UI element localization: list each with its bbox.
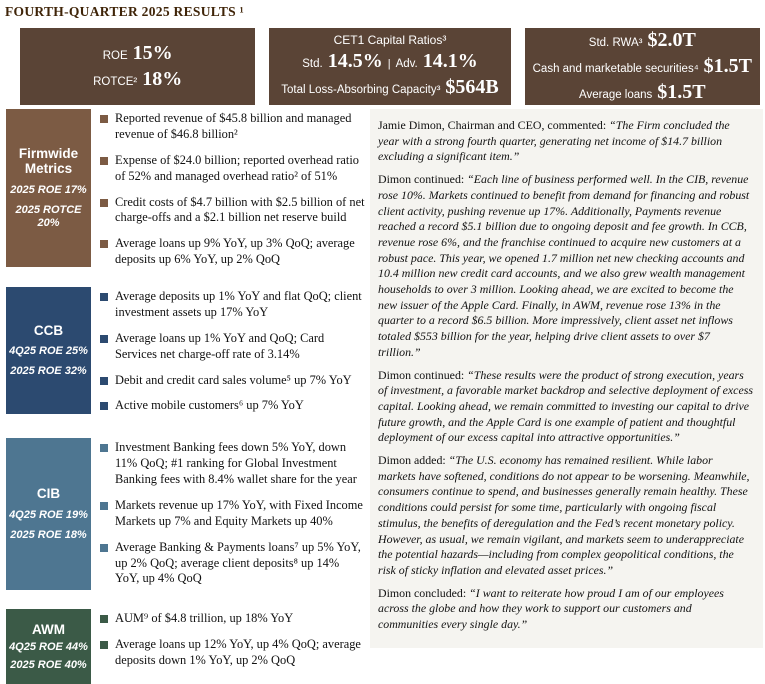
section-ccb <box>0 287 370 424</box>
section-sub-2025-roe: 2025 ROE 18% <box>10 529 87 541</box>
summary-boxes-row <box>20 28 760 105</box>
quote-lead: Dimon added: <box>378 453 449 468</box>
ceo-commentary-panel <box>370 109 763 648</box>
avg-loans-line <box>579 81 706 104</box>
bullet-item <box>100 195 366 227</box>
bullet-square-icon <box>100 293 108 301</box>
section-sub-2025-roe: 2025 ROE 40% <box>10 658 87 671</box>
ceo-quote-paragraph <box>378 586 753 633</box>
quote-lead: Jamie Dimon, Chairman and CEO, commented: <box>378 118 610 132</box>
balance-sheet-box <box>525 28 760 105</box>
quote-lead: Dimon concluded: <box>378 585 470 600</box>
section-label-cib <box>6 438 91 590</box>
segment-results-column <box>0 109 370 684</box>
section-label-firmwide <box>6 109 91 267</box>
cet1-title: CET1 Capital Ratios³ <box>333 33 447 47</box>
bullet-square-icon <box>100 240 108 248</box>
bullet-text: AUM⁹ of $4.8 trillion, up 18% YoY <box>115 611 294 626</box>
rwa-value: $2.0T <box>647 29 696 51</box>
bullet-square-icon <box>100 402 108 410</box>
bullet-text: Investment Banking fees down 5% YoY, down 11% QoQ; #1 ranking for Global Investment Banking fees with 8.4% wallet share for the year <box>115 440 357 486</box>
quote-text: “The U.S. economy has remained resilient. While labor markets have softened, conditions do not appear to be worsening. Meanwhile, consumers continue to spend, and businesses generally remain healthy. These conditions could persist for some time, particularly with ongoing fiscal stimulus, the benefits of deregulation and the Fed’s recent monetary policy. However, as usual, we remain vigilant, and markets seem to underappreciate the potential hazards—including from complex geopolitical conditions, the risk of sticky inflation and elevated asset prices.” <box>378 453 750 577</box>
section-cib <box>0 438 370 597</box>
section-title: CIB <box>36 486 61 502</box>
quote-lead: Dimon continued: <box>378 172 468 187</box>
section-title: CCB <box>33 322 64 338</box>
bullet-item <box>100 637 366 669</box>
cib-bullet-list <box>91 438 370 597</box>
quote-text: “The Firm concluded the year with a strong fourth quarter, generating net income of $14.7 billion excluding a significant item.” <box>378 118 730 164</box>
bullet-text: Average deposits up 1% YoY and flat QoQ; client investment assets up 17% YoY <box>115 289 362 319</box>
bullet-item <box>100 153 366 185</box>
quote-text: “I want to reiterate how proud I am of our employees across the globe and how they work to support our customers and communities every single day.” <box>378 585 724 632</box>
bullet-square-icon <box>100 377 108 385</box>
bullet-square-icon <box>100 444 108 452</box>
bullet-item <box>100 611 366 627</box>
awm-bullet-list <box>91 609 370 684</box>
bullet-square-icon <box>100 335 108 343</box>
bullet-square-icon <box>100 544 108 552</box>
avg-loans-value: $1.5T <box>657 81 706 103</box>
section-label-ccb <box>6 287 91 414</box>
bullet-square-icon <box>100 157 108 165</box>
cet1-divider: | <box>387 57 391 70</box>
bullet-item <box>100 331 366 363</box>
bullet-square-icon <box>100 502 108 510</box>
cet1-ratios-line <box>302 50 478 73</box>
ceo-quote-paragraph <box>378 172 753 360</box>
bullet-item <box>100 398 366 414</box>
tlac-label: Total Loss-Absorbing Capacity³ <box>281 83 441 96</box>
section-sub-4q25-roe: 4Q25 ROE 25% <box>9 345 88 358</box>
roe-rotce-box <box>20 28 255 105</box>
bullet-square-icon <box>100 615 108 623</box>
bullet-text: Average loans up 12% YoY, up 4% QoQ; average deposits down 1% YoY, up 2% QoQ <box>115 637 361 667</box>
section-title: AWM <box>32 621 65 637</box>
rotce-value: 18% <box>142 68 183 90</box>
bullet-square-icon <box>100 115 108 123</box>
bullet-item <box>100 498 366 530</box>
page-title: FOURTH-QUARTER 2025 RESULTS ¹ <box>5 4 244 19</box>
cet1-std-value: 14.5% <box>327 49 383 72</box>
quote-lead: Dimon continued: <box>378 367 468 382</box>
section-awm <box>0 609 370 684</box>
bullet-text: Average loans up 9% YoY, up 3% QoQ; average deposits up 6% YoY, up 2% QoQ <box>115 236 355 267</box>
cash-label: Cash and marketable securities⁴ <box>532 63 699 75</box>
rwa-label: Std. RWA³ <box>588 37 643 49</box>
ceo-quote-paragraph <box>378 118 753 165</box>
cet1-std-label: Std. <box>302 57 323 70</box>
roe-line <box>103 42 173 65</box>
bullet-square-icon <box>100 641 108 649</box>
section-sub-rotce: 2025 ROTCE 20% <box>15 203 82 230</box>
roe-label: ROE <box>102 50 128 62</box>
ceo-quote-paragraph <box>378 453 753 579</box>
cet1-capital-box <box>269 28 510 105</box>
bullet-text: Reported revenue of $45.8 billion and managed revenue of $46.8 billion² <box>115 111 352 141</box>
quote-text: “Each line of business performed well. In the CIB, revenue rose 10%. Markets continued to benefit from demand for financing and robust client activity, pushing revenue up 17%. Additionally, Payments revenue reached a record $5.1 billion due to ongoing deposit and fee growth. In CCB, revenue rose 6%, and the franchise continued to acquire new customers at a robust pace. This year, we opened 1.7 million net new checking accounts and 10.4 million new credit card accounts, and we also grew wealth management households to over 3 million. Looking ahead, we are excited to become the new issuer of the Apple Card. Finally, in AWM, revenue rose 13% in the quarter to a record $6.5 billion. More impressively, client asset net inflows totaled $553 billion for the year, helping drive client assets to over $7 trillion.” <box>378 172 750 359</box>
cash-line <box>533 55 752 78</box>
rotce-label: ROTCE² <box>93 76 138 88</box>
bullet-square-icon <box>100 199 108 207</box>
section-sub-roe: 2025 ROE 17% <box>10 183 87 196</box>
bullet-text: Expense of $24.0 billion; reported overhead ratio of 52% and managed overhead ratio² of 51% <box>115 152 359 183</box>
section-label-awm <box>6 609 91 684</box>
tlac-line <box>281 76 499 99</box>
cet1-adv-label: Adv. <box>395 57 418 70</box>
cash-value: $1.5T <box>703 55 752 77</box>
section-sub-4q25-roe: 4Q25 ROE 44% <box>9 641 88 654</box>
tlac-value: $564B <box>445 75 499 98</box>
quote-text: “These results were the product of strong execution, years of investment, a favorable market backdrop and selective deployment of excess capital. Looking ahead, we remain committed to investing our capital to drive future growth, and the Apple Card is one example of patient and thoughtful deployment of our excess capital into attractive opportunities.” <box>378 367 753 445</box>
firmwide-bullet-list <box>91 109 370 278</box>
rotce-line <box>93 68 182 91</box>
bullet-text: Debit and credit card sales volume⁵ up 7% YoY <box>115 372 352 387</box>
bullet-item <box>100 540 366 588</box>
ceo-quote-paragraph <box>378 368 753 447</box>
bullet-text: Credit costs of $4.7 billion with $2.5 billion of net charge-offs and a $2.1 billion net reserve build <box>115 194 365 225</box>
ccb-bullet-list <box>91 287 370 424</box>
bullet-text: Average loans up 1% YoY and QoQ; Card Services net charge-off rate of 3.14% <box>115 330 325 361</box>
section-firmwide-metrics <box>0 109 370 278</box>
bullet-text: Markets revenue up 17% YoY, with Fixed Income Markets up 7% and Equity Markets up 40% <box>115 497 363 528</box>
bullet-item <box>100 236 366 268</box>
roe-value: 15% <box>132 42 173 64</box>
section-sub-2025-roe: 2025 ROE 32% <box>10 365 87 378</box>
cet1-adv-value: 14.1% <box>422 49 478 72</box>
bullet-item <box>100 111 366 143</box>
avg-loans-label: Average loans <box>578 89 653 101</box>
bullet-text: Average Banking & Payments loans⁷ up 5% YoY, up 2% QoQ; average client deposits⁸ up 14% YoY, up 4% QoQ <box>115 539 361 586</box>
bullet-item <box>100 440 366 488</box>
section-title: Firmwide Metrics <box>18 145 79 177</box>
section-sub-4q25-roe: 4Q25 ROE 19% <box>9 508 88 521</box>
rwa-line <box>589 29 696 52</box>
bullet-item <box>100 289 366 321</box>
bullet-text: Active mobile customers⁶ up 7% YoY <box>115 398 304 413</box>
main-content <box>0 109 765 684</box>
bullet-item <box>100 373 366 389</box>
